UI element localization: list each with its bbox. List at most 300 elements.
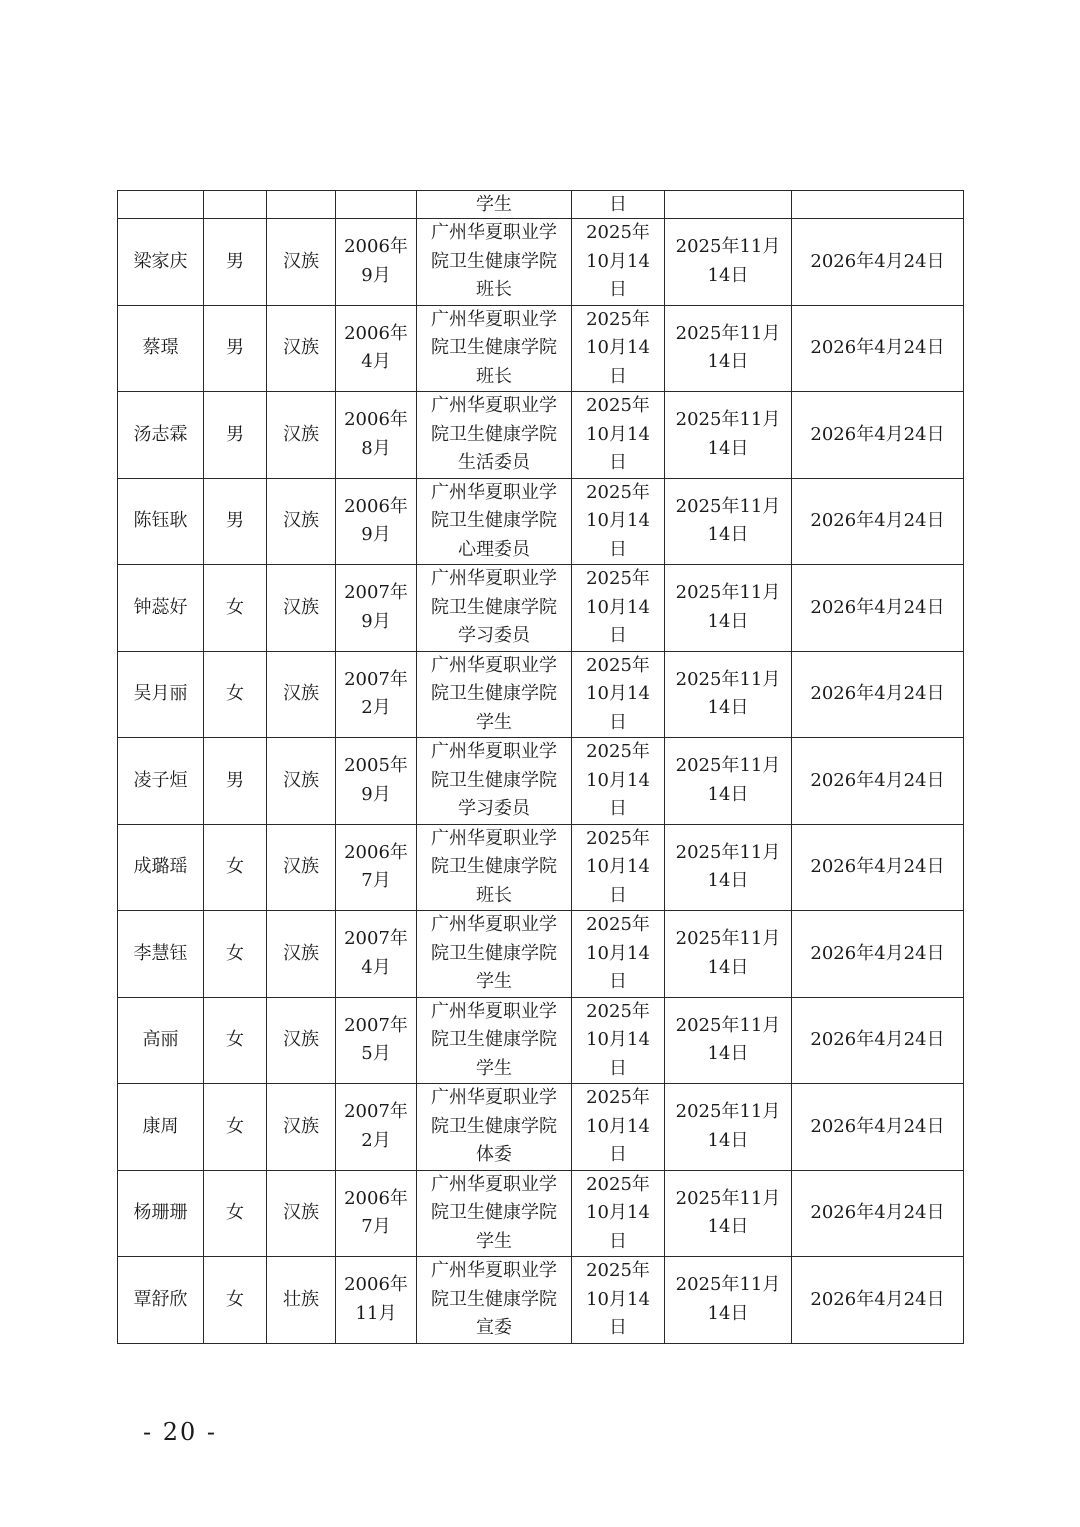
gender-text: 男 <box>226 423 244 445</box>
ethnicity-cell <box>267 392 336 479</box>
start-date-line: 10月14 <box>586 769 650 791</box>
position-cell <box>417 565 572 652</box>
position-line: 院卫生健康学院 <box>431 1202 557 1223</box>
position-line: 广州华夏职业学 <box>431 308 557 330</box>
ethnicity-cell <box>267 1170 336 1257</box>
gender-text: 女 <box>226 1029 244 1050</box>
mid-date-line: 14日 <box>707 956 749 978</box>
position-line: 院卫生健康学院 <box>431 1029 557 1050</box>
table-row <box>118 1170 964 1257</box>
birth-line: 2006年 <box>344 1274 408 1296</box>
end-date-text: 2026年4月24日 <box>810 1202 945 1223</box>
name-text: 汤志霖 <box>133 423 188 445</box>
end-date-cell <box>792 392 964 479</box>
mid-date-line: 2025年11月 <box>675 409 781 431</box>
gender-text: 男 <box>226 250 244 272</box>
table-row <box>118 565 964 652</box>
position-line: 班长 <box>476 884 512 906</box>
name-text: 李慧钰 <box>133 942 188 964</box>
start-date-line: 2025年 <box>586 1260 650 1281</box>
start-date-line: 10月14 <box>586 1115 650 1137</box>
position-line: 广州华夏职业学 <box>431 1087 557 1108</box>
table-row <box>118 219 964 306</box>
position-cell <box>417 824 572 911</box>
end-date-cell <box>792 824 964 911</box>
position-line: 学生 <box>476 711 512 733</box>
end-date-text: 2026年4月24日 <box>810 942 945 964</box>
birth-line: 7月 <box>361 870 391 892</box>
ethnicity-cell <box>267 738 336 825</box>
name-text: 蔡璟 <box>142 337 179 358</box>
start-date-cell <box>572 392 665 479</box>
birth-cell <box>336 392 417 479</box>
mid-date-cell <box>665 565 792 652</box>
ethnicity-text: 汉族 <box>283 596 319 618</box>
mid-date-line: 2025年11月 <box>675 322 781 344</box>
name-cell <box>118 305 204 392</box>
name-cell <box>118 1084 204 1171</box>
birth-line: 2006年 <box>344 495 408 517</box>
ethnicity-text: 汉族 <box>283 856 319 877</box>
birth-line: 2006年 <box>344 236 408 258</box>
name-cell <box>118 651 204 738</box>
position-line: 院卫生健康学院 <box>431 769 557 791</box>
start-date-line: 日 <box>609 538 627 560</box>
birth-line: 2007年 <box>344 928 408 950</box>
end-date-text: 2026年4月24日 <box>810 423 945 445</box>
end-date-cell <box>792 219 964 306</box>
ethnicity-cell <box>267 997 336 1084</box>
birth-cell <box>336 1084 417 1171</box>
birth-line: 2007年 <box>344 1101 408 1123</box>
start-date-line: 日 <box>609 1317 627 1338</box>
table-row <box>118 1257 964 1344</box>
ethnicity-text: 汉族 <box>283 942 319 964</box>
birth-line: 2007年 <box>344 1014 408 1036</box>
name-text: 杨珊珊 <box>133 1202 188 1223</box>
position-line: 广州华夏职业学 <box>431 827 557 849</box>
name-cell <box>118 191 204 219</box>
position-line: 院卫生健康学院 <box>431 683 557 704</box>
position-line: 广州华夏职业学 <box>431 395 557 416</box>
gender-text: 女 <box>226 1115 244 1137</box>
ethnicity-cell <box>267 651 336 738</box>
birth-cell <box>336 824 417 911</box>
start-date-line: 日 <box>609 1144 627 1165</box>
gender-cell <box>204 824 267 911</box>
end-date-cell <box>792 1170 964 1257</box>
end-date-cell <box>792 911 964 998</box>
position-line: 学生 <box>476 1057 512 1079</box>
birth-line: 2007年 <box>344 668 408 690</box>
position-cell <box>417 651 572 738</box>
position-cell <box>417 191 572 219</box>
gender-cell <box>204 1084 267 1171</box>
start-date-line: 2025年 <box>586 654 650 676</box>
birth-line: 4月 <box>361 956 391 978</box>
ethnicity-text: 汉族 <box>283 423 319 445</box>
start-date-line: 2025年 <box>586 827 650 849</box>
ethnicity-text: 汉族 <box>283 769 319 791</box>
position-line: 广州华夏职业学 <box>431 1000 557 1022</box>
table-row <box>118 738 964 825</box>
birth-line: 9月 <box>361 524 391 546</box>
table-row <box>118 824 964 911</box>
mid-date-line: 14日 <box>707 783 749 805</box>
table-row <box>118 478 964 565</box>
roster-table-body <box>118 191 964 1344</box>
position-line: 广州华夏职业学 <box>431 568 557 589</box>
name-cell <box>118 478 204 565</box>
name-cell <box>118 997 204 1084</box>
mid-date-line: 2025年11月 <box>675 1274 781 1296</box>
start-date-line: 日 <box>609 798 627 819</box>
position-line: 班长 <box>476 365 512 387</box>
birth-line: 9月 <box>361 610 391 632</box>
ethnicity-cell <box>267 911 336 998</box>
start-date-line: 日 <box>609 1057 627 1079</box>
birth-line: 2月 <box>361 1129 391 1151</box>
gender-cell <box>204 219 267 306</box>
birth-cell <box>336 651 417 738</box>
mid-date-cell <box>665 997 792 1084</box>
start-date-cell <box>572 1084 665 1171</box>
birth-cell <box>336 219 417 306</box>
ethnicity-text: 汉族 <box>283 683 319 704</box>
position-cell <box>417 392 572 479</box>
position-cell <box>417 738 572 825</box>
start-date-line: 2025年 <box>586 1087 650 1108</box>
position-cell <box>417 1170 572 1257</box>
start-date-line: 10月14 <box>586 337 650 358</box>
end-date-cell <box>792 191 964 219</box>
position-line: 广州华夏职业学 <box>431 914 557 935</box>
gender-cell <box>204 392 267 479</box>
mid-date-cell <box>665 651 792 738</box>
mid-date-line: 14日 <box>707 264 749 286</box>
position-line: 院卫生健康学院 <box>431 510 557 531</box>
position-line: 心理委员 <box>458 538 530 560</box>
birth-cell <box>336 738 417 825</box>
start-date-cell <box>572 219 665 306</box>
gender-cell <box>204 305 267 392</box>
position-line: 体委 <box>476 1144 512 1165</box>
mid-date-cell <box>665 1257 792 1344</box>
name-cell <box>118 219 204 306</box>
end-date-text: 2026年4月24日 <box>810 250 945 272</box>
ethnicity-text: 壮族 <box>283 1288 319 1310</box>
start-date-cell <box>572 651 665 738</box>
mid-date-cell <box>665 1084 792 1171</box>
birth-line: 9月 <box>361 264 391 286</box>
start-date-cell <box>572 911 665 998</box>
name-text: 钟蕊好 <box>133 596 188 618</box>
gender-text: 女 <box>226 856 244 877</box>
start-date-line: 日 <box>609 625 627 646</box>
page-number: - 20 - <box>143 1418 218 1446</box>
gender-cell <box>204 565 267 652</box>
gender-text: 男 <box>226 337 244 358</box>
start-date-line: 10月14 <box>586 596 650 618</box>
gender-text: 女 <box>226 942 244 964</box>
birth-cell <box>336 191 417 219</box>
position-cell <box>417 911 572 998</box>
mid-date-line: 14日 <box>707 870 749 892</box>
name-text: 高丽 <box>142 1029 179 1050</box>
table-row <box>118 651 964 738</box>
mid-date-line: 14日 <box>707 1216 749 1238</box>
table-row <box>118 392 964 479</box>
end-date-cell <box>792 565 964 652</box>
start-date-tail: 日 <box>609 193 627 215</box>
end-date-text: 2026年4月24日 <box>810 510 945 531</box>
name-cell <box>118 738 204 825</box>
position-cell <box>417 1257 572 1344</box>
name-cell <box>118 565 204 652</box>
mid-date-line: 14日 <box>707 697 749 719</box>
birth-cell <box>336 1257 417 1344</box>
start-date-line: 2025年 <box>586 741 650 762</box>
gender-text: 女 <box>226 596 244 618</box>
gender-cell <box>204 911 267 998</box>
start-date-line: 10月14 <box>586 510 650 531</box>
mid-date-line: 2025年11月 <box>675 582 781 604</box>
start-date-line: 10月14 <box>586 423 650 445</box>
ethnicity-text: 汉族 <box>283 1115 319 1137</box>
mid-date-line: 2025年11月 <box>675 1101 781 1123</box>
name-cell <box>118 392 204 479</box>
name-text: 成璐瑶 <box>133 856 188 877</box>
start-date-cell <box>572 478 665 565</box>
end-date-text: 2026年4月24日 <box>810 1029 945 1050</box>
end-date-text: 2026年4月24日 <box>810 337 945 358</box>
position-cell <box>417 1084 572 1171</box>
mid-date-line: 14日 <box>707 1129 749 1151</box>
birth-line: 5月 <box>361 1043 391 1065</box>
birth-line: 2006年 <box>344 322 408 344</box>
mid-date-cell <box>665 911 792 998</box>
ethnicity-cell <box>267 824 336 911</box>
start-date-line: 2025年 <box>586 395 650 416</box>
gender-cell <box>204 738 267 825</box>
start-date-cell <box>572 824 665 911</box>
start-date-line: 日 <box>609 711 627 733</box>
ethnicity-cell <box>267 1257 336 1344</box>
name-text: 覃舒欣 <box>133 1288 188 1310</box>
start-date-cell <box>572 565 665 652</box>
position-line: 广州华夏职业学 <box>431 1173 557 1195</box>
mid-date-cell <box>665 305 792 392</box>
mid-date-line: 2025年11月 <box>675 495 781 517</box>
ethnicity-cell <box>267 219 336 306</box>
end-date-text: 2026年4月24日 <box>810 596 945 618</box>
end-date-text: 2026年4月24日 <box>810 769 945 791</box>
start-date-cell <box>572 191 665 219</box>
mid-date-cell <box>665 219 792 306</box>
gender-cell <box>204 651 267 738</box>
start-date-line: 10月14 <box>586 250 650 272</box>
start-date-cell <box>572 305 665 392</box>
start-date-cell <box>572 997 665 1084</box>
position-line: 院卫生健康学院 <box>431 337 557 358</box>
gender-cell <box>204 1257 267 1344</box>
start-date-line: 2025年 <box>586 308 650 330</box>
start-date-line: 10月14 <box>586 683 650 704</box>
end-date-text: 2026年4月24日 <box>810 856 945 877</box>
ethnicity-cell <box>267 305 336 392</box>
birth-line: 2006年 <box>344 1187 408 1209</box>
name-text: 吴月丽 <box>133 683 188 704</box>
ethnicity-cell <box>267 1084 336 1171</box>
start-date-line: 日 <box>609 279 627 300</box>
gender-text: 女 <box>226 1202 244 1223</box>
mid-date-cell <box>665 738 792 825</box>
end-date-cell <box>792 1257 964 1344</box>
position-line: 院卫生健康学院 <box>431 1115 557 1137</box>
birth-line: 9月 <box>361 783 391 805</box>
birth-cell <box>336 911 417 998</box>
position-line: 生活委员 <box>458 452 530 473</box>
ethnicity-cell <box>267 478 336 565</box>
start-date-line: 2025年 <box>586 481 650 503</box>
start-date-line: 10月14 <box>586 1288 650 1310</box>
birth-cell <box>336 565 417 652</box>
start-date-line: 2025年 <box>586 222 650 243</box>
position-cell <box>417 219 572 306</box>
ethnicity-text: 汉族 <box>283 510 319 531</box>
table-row <box>118 305 964 392</box>
name-cell <box>118 1170 204 1257</box>
start-date-line: 10月14 <box>586 942 650 964</box>
mid-date-cell <box>665 478 792 565</box>
birth-line: 8月 <box>361 437 391 459</box>
end-date-text: 2026年4月24日 <box>810 1115 945 1137</box>
gender-text: 男 <box>226 510 244 531</box>
position-line: 学习委员 <box>458 625 530 646</box>
mid-date-cell <box>665 392 792 479</box>
position-line: 学生 <box>476 971 512 992</box>
start-date-cell <box>572 1170 665 1257</box>
mid-date-line: 14日 <box>707 1043 749 1065</box>
birth-cell <box>336 305 417 392</box>
position-line: 广州华夏职业学 <box>431 481 557 503</box>
position-line: 学生 <box>476 1230 512 1252</box>
end-date-text: 2026年4月24日 <box>810 683 945 704</box>
birth-line: 2月 <box>361 697 391 719</box>
birth-line: 2006年 <box>344 841 408 863</box>
ethnicity-text: 汉族 <box>283 1202 319 1223</box>
end-date-cell <box>792 738 964 825</box>
start-date-line: 10月14 <box>586 1029 650 1050</box>
table-row <box>118 1084 964 1171</box>
mid-date-line: 2025年11月 <box>675 841 781 863</box>
mid-date-line: 14日 <box>707 524 749 546</box>
end-date-text: 2026年4月24日 <box>810 1288 945 1310</box>
end-date-cell <box>792 997 964 1084</box>
name-cell <box>118 824 204 911</box>
position-line: 广州华夏职业学 <box>431 741 557 762</box>
name-text: 梁家庆 <box>133 250 188 272</box>
table-row <box>118 911 964 998</box>
birth-line: 7月 <box>361 1216 391 1238</box>
end-date-cell <box>792 305 964 392</box>
birth-line: 2006年 <box>344 409 408 431</box>
gender-text: 女 <box>226 1288 244 1310</box>
mid-date-cell <box>665 1170 792 1257</box>
start-date-line: 日 <box>609 884 627 906</box>
table-row <box>118 997 964 1084</box>
gender-cell <box>204 1170 267 1257</box>
position-line: 院卫生健康学院 <box>431 423 557 445</box>
birth-cell <box>336 997 417 1084</box>
start-date-line: 2025年 <box>586 914 650 935</box>
continuation-row <box>118 191 964 219</box>
ethnicity-text: 汉族 <box>283 337 319 358</box>
ethnicity-text: 汉族 <box>283 250 319 272</box>
mid-date-cell <box>665 191 792 219</box>
start-date-line: 日 <box>609 971 627 992</box>
gender-text: 男 <box>226 769 244 791</box>
position-cell <box>417 305 572 392</box>
name-cell <box>118 1257 204 1344</box>
birth-cell <box>336 478 417 565</box>
ethnicity-text: 汉族 <box>283 1029 319 1050</box>
position-line: 院卫生健康学院 <box>431 250 557 272</box>
ethnicity-cell <box>267 191 336 219</box>
roster-table <box>117 190 964 1344</box>
ethnicity-cell <box>267 565 336 652</box>
position-line: 班长 <box>476 279 512 300</box>
position-line: 广州华夏职业学 <box>431 654 557 676</box>
position-line: 院卫生健康学院 <box>431 856 557 877</box>
position-tail: 学生 <box>476 193 512 215</box>
end-date-cell <box>792 478 964 565</box>
gender-cell <box>204 191 267 219</box>
mid-date-line: 14日 <box>707 1302 749 1324</box>
mid-date-line: 14日 <box>707 437 749 459</box>
mid-date-line: 14日 <box>707 610 749 632</box>
gender-cell <box>204 478 267 565</box>
birth-line: 2005年 <box>344 755 408 777</box>
start-date-line: 10月14 <box>586 856 650 877</box>
mid-date-line: 2025年11月 <box>675 1014 781 1036</box>
position-cell <box>417 478 572 565</box>
mid-date-line: 14日 <box>707 351 749 373</box>
start-date-line: 日 <box>609 365 627 387</box>
mid-date-cell <box>665 824 792 911</box>
position-line: 宣委 <box>476 1317 512 1338</box>
start-date-line: 2025年 <box>586 1173 650 1195</box>
birth-line: 4月 <box>361 351 391 373</box>
position-line: 广州华夏职业学 <box>431 1260 557 1281</box>
name-text: 康周 <box>142 1115 179 1137</box>
start-date-line: 日 <box>609 1230 627 1252</box>
end-date-cell <box>792 1084 964 1171</box>
position-line: 院卫生健康学院 <box>431 596 557 618</box>
name-text: 凌子烜 <box>133 769 188 791</box>
start-date-cell <box>572 1257 665 1344</box>
position-cell <box>417 997 572 1084</box>
start-date-line: 10月14 <box>586 1202 650 1223</box>
mid-date-line: 2025年11月 <box>675 668 781 690</box>
birth-line: 2007年 <box>344 582 408 604</box>
mid-date-line: 2025年11月 <box>675 236 781 258</box>
gender-cell <box>204 997 267 1084</box>
end-date-cell <box>792 651 964 738</box>
mid-date-line: 2025年11月 <box>675 928 781 950</box>
gender-text: 女 <box>226 683 244 704</box>
position-line: 学习委员 <box>458 798 530 819</box>
